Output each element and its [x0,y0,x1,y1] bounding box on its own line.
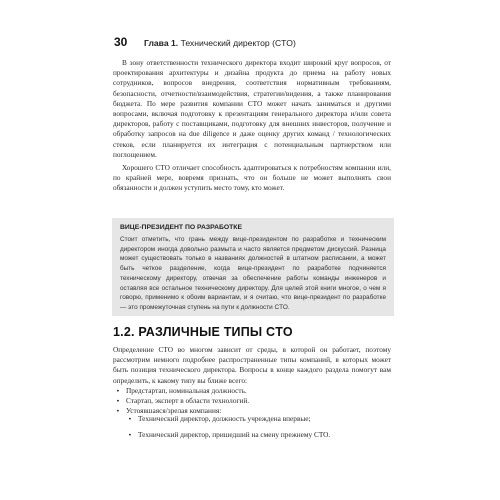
paragraph: В зону ответственности технического директора входит широкий круг вопросов, от проектирования архитектуры и дизайна продукта до приема на работу новых сотрудников, вопросов внедрения, соответствия нормативным требованиям, безопасности, отчетности/взаимодействия, стратегии/видения, а также планирования бюджета. По мере развития компании CTO может начать заниматься и другими вопросами, включая подготовку к презентациям генерального директора и/или совета директоров, работу с поставщиками, подготовку для внешних инвесторов, получение и обработку запросов на due diligence и даже оценку других команд / технологических стеков, если планируется их интеграция с потенциальным партнерством или поглощением. [113,58,391,159]
chapter-label: Глава 1. [144,38,179,48]
list-item: • Стартап, эксперт в области технологий. [113,396,391,406]
sidebar-box [112,218,394,316]
paragraph-responsibilities [113,58,391,160]
chapter-name: Технический директор (CTO) [180,38,296,48]
list-item: • Устоявшаяся/зрелая компания: [113,406,391,416]
section-heading: 1.2. РАЗЛИЧНЫЕ ТИПЫ CTO [113,325,293,339]
established-company-sublist [125,414,391,446]
running-head [114,35,296,49]
chapter-title [144,38,296,48]
paragraph-adaptability [113,163,391,194]
paragraph: Определение CTO во многом зависит от среды, в которой он работает, поэтому рассмотрим немного подробнее распространенные типы компаний, в которых может быть позиция технического директора. Вопросы в конце каждого раздела помогут вам определить, к какому типу вы ближе всего: [113,345,391,385]
sidebar-text: Стоит отметить, что грань между вице-президентом по разработке и техническим директором иногда довольно размыта и часто является предметом дискуссий. Разница может существовать только в названиях должностей в штатном расписании, а может быть четкое разделение, когда вице-президент по разработке подчиняется техническому директору, отвечая за обеспечение работы команды инженеров и оставляя все остальное техническому директору. Для целей этой книги многое, о чем я говорю, применимо к обоим вариантам, и я считаю, что вице-президент по разработке — это промежуточная ступень на пути к должности CTO. [120,236,386,311]
list-item: • Технический директор, пришедший на смену прежнему CTO. [125,430,391,440]
section-intro [113,345,391,386]
page-number: 30 [114,35,128,49]
list-item: • Предстартап, номинальная должность. [113,386,391,396]
list-item: • Технический директор, должность учреждена впервые; [125,414,391,424]
paragraph: Хорошего CTO отличает способность адаптироваться к потребностям компании или, по крайней мере, вовремя признать, что он больше не может выполнять свои обязанности и должен уступить место тому, кто может. [113,163,391,193]
sidebar-title: ВИЦЕ-ПРЕЗИДЕНТ ПО РАЗРАБОТКЕ [120,224,242,231]
cto-types-list [113,386,391,417]
